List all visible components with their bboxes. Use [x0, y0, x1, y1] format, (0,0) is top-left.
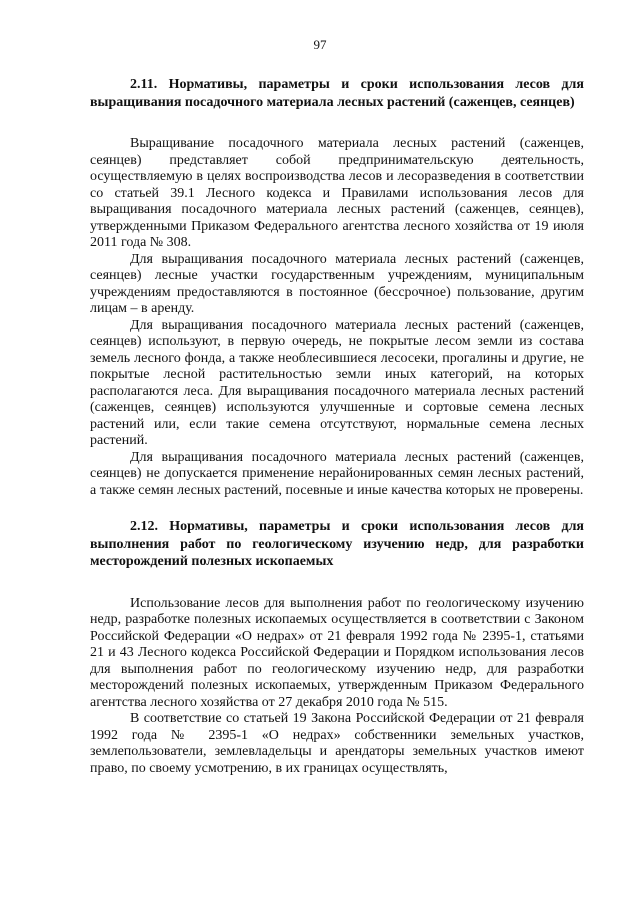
paragraph: В соответствие со статьей 19 Закона Российской Федерации от 21 февраля 1992 года № 2395-1 «О недрах» собственники земельных участков, землепользователи, землевладельцы и арендаторы земельных участков имеют право, по своему усмотрению, в их границах осуществлять, [90, 711, 584, 776]
document-body [90, 76, 584, 777]
section-heading: 2.11. Нормативы, параметры и сроки использования лесов для выращивания посадочного материала лесных растений (саженцев, сеянцев) [90, 77, 584, 110]
paragraph: Для выращивания посадочного материала лесных растений (саженцев, сеянцев) лесные участки государственным учреждениям, муниципальным учреждениям предоставляются в постоянное (бессрочное) пользование, другим лицам – в аренду. [90, 251, 584, 316]
paragraph: Для выращивания посадочного материала лесных растений (саженцев, сеянцев) не допускается применение нерайонированных семян лесных растений, а также семян лесных растений, посевные и иные качества которых не проверены. [90, 449, 584, 498]
paragraph: Для выращивания посадочного материала лесных растений (саженцев, сеянцев) используют, в первую очередь, не покрытые лесом земли из состава земель лесного фонда, а также необлесившиеся лесосеки, прогалины и другие, не покрытые лесной растительностью земли иных категорий, на которых располагаются леса. Для выращивания посадочного материала лесных растений (саженцев, сеянцев) используются улучшенные и сортовые семена лесных растений или, если такие семена отсутствуют, нормальные семена лесных растений. [90, 317, 584, 448]
section-2-12 [90, 518, 584, 777]
paragraph: Выращивание посадочного материала лесных растений (саженцев, сеянцев) представляет собой предпринимательскую деятельность, осуществляемую в целях воспроизводства лесов и лесоразведения в соответствии со статьей 39.1 Лесного кодекса и Правилами использования лесов для выращивания посадочного материала лесных растений (саженцев, сеянцев), утвержденными Приказом Федерального агентства лесного хозяйства от 19 июля 2011 года № 308. [90, 136, 584, 250]
section-heading: 2.12. Нормативы, параметры и сроки использования лесов для выполнения работ по геологическому изучению недр, для разработки месторождений полезных ископаемых [90, 519, 584, 569]
section-2-11 [90, 76, 584, 499]
paragraph: Использование лесов для выполнения работ по геологическому изучению недр, разработке полезных ископаемых осуществляется в соответствии с Законом Российской Федерации «О недрах» от 21 февраля 1992 года № 2395-1, статьями 21 и 43 Лесного кодекса Российской Федерации и Порядком использования лесов для выполнения работ по геологическому изучению недр, для разработки месторождений полезных ископаемых, утвержденным Приказом Федерального агентства лесного хозяйства от 27 декабря 2010 года № 515. [90, 595, 584, 710]
page-number: 97 [313, 37, 327, 52]
